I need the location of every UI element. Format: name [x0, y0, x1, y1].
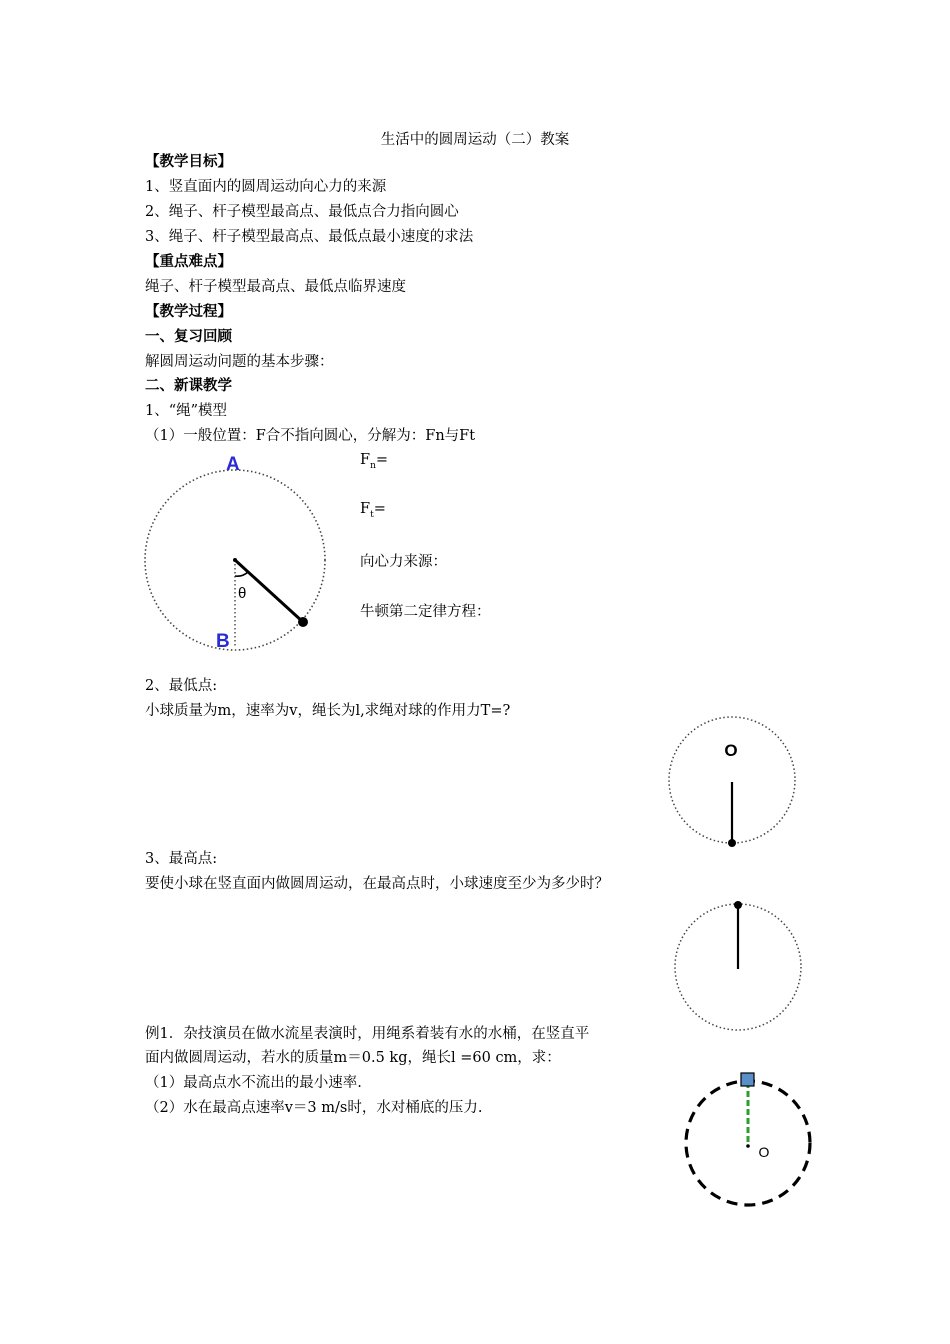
goal-3: 3、绳子、杆子模型最高点、最低点最小速度的求法	[145, 229, 474, 245]
bucket-square	[741, 1073, 754, 1086]
theta-arc	[235, 572, 248, 576]
water-bucket-figure	[680, 1068, 820, 1210]
highest-point-figure	[670, 898, 805, 1036]
section-new-lesson: 二、新课教学	[145, 377, 232, 394]
heading-key-points: 【重点难点】	[145, 253, 232, 270]
example-1-question-2: （2）水在最高点速率v＝3 m/s时，水对桶底的压力.	[145, 1100, 483, 1116]
review-text: 解圆周运动问题的基本步骤：	[145, 354, 334, 370]
general-position-text: （1）一般位置：F合不指向圆心，分解为：Fn与Ft	[145, 428, 476, 444]
newton-equation-label: 牛顿第二定律方程：	[360, 604, 491, 620]
orbit-circle	[686, 1081, 810, 1205]
example-1-question-1: （1）最高点水不流出的最小速率.	[145, 1075, 362, 1091]
ball	[734, 901, 742, 909]
highest-point-heading: 3、最高点:	[145, 851, 218, 867]
example-1-line-2: 面内做圆周运动，若水的质量m＝0.5 kg，绳长l =60 cm，求：	[145, 1050, 561, 1066]
label-b: B	[216, 631, 230, 652]
ball	[298, 617, 308, 627]
heading-goals: 【教学目标】	[145, 153, 232, 170]
goal-1: 1、竖直面内的圆周运动向心力的来源	[145, 179, 387, 195]
doc-title: 生活中的圆周运动（二）教案	[380, 132, 570, 148]
label-theta: θ	[238, 585, 247, 602]
rope-model-heading: 1、“绳”模型	[145, 403, 228, 419]
ball	[728, 839, 736, 847]
center-point	[746, 1144, 750, 1148]
label-o: O	[724, 741, 738, 760]
ft-label: $F_t=$	[360, 501, 386, 520]
label-a: A	[226, 454, 240, 475]
lowest-point-question: 小球质量为m，速率为v，绳长为l,求绳对球的作用力T=?	[145, 703, 511, 719]
example-1-line-1: 例1．杂技演员在做水流星表演时，用绳系着装有水的水桶，在竖直平	[145, 1026, 590, 1042]
rope-general-figure	[140, 450, 340, 655]
section-review: 一、复习回顾	[145, 328, 232, 345]
fn-label: $F_n=$	[360, 452, 389, 471]
highest-point-question: 要使小球在竖直面内做圆周运动，在最高点时，小球速度至少为多少时？	[145, 876, 609, 892]
center-point	[233, 558, 237, 562]
lowest-point-figure	[665, 712, 800, 852]
key-point-1: 绳子、杆子模型最高点、最低点临界速度	[145, 279, 406, 295]
heading-process: 【教学过程】	[145, 303, 232, 320]
label-o: O	[758, 1144, 770, 1160]
centripetal-source-label: 向心力来源：	[360, 554, 447, 570]
goal-2: 2、绳子、杆子模型最高点、最低点合力指向圆心	[145, 204, 459, 220]
lowest-point-heading: 2、最低点:	[145, 678, 218, 694]
